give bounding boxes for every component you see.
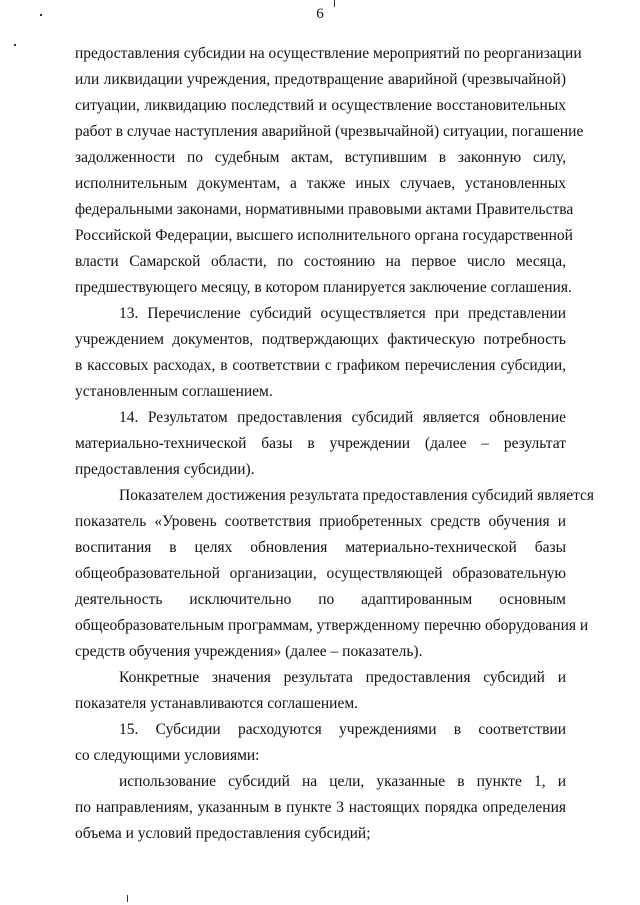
scan-speck — [127, 895, 128, 902]
text-line: 14. Результатом предоставления субсидий является обновление — [119, 409, 566, 426]
text-line: Показателем достижения результата предоставления субсидий является — [119, 487, 595, 504]
text-line: работ в случае наступления аварийной (чрезвычайной) ситуации, погашение — [75, 123, 584, 140]
text-line: в кассовых расходах, в соответствии с графиком перечисления субсидии, — [75, 357, 566, 374]
text-line: учреждением документов, подтверждающих фактическую потребность — [75, 331, 566, 348]
text-line: власти Самарской области, по состоянию на первое число месяца, — [75, 253, 566, 270]
text-line: использование субсидий на цели, указанные в пункте 1, и — [119, 773, 566, 790]
text-line: установленным соглашением. — [75, 383, 273, 400]
text-line: общеобразовательным программам, утвержденному перечню оборудования и — [75, 617, 589, 634]
body-text — [75, 41, 595, 847]
text-line: показателя устанавливаются соглашением. — [75, 695, 359, 712]
text-line: объема и условий предоставления субсидий; — [75, 825, 371, 842]
text-line: по направлениям, указанным в пункте 3 настоящих порядка определения — [75, 799, 566, 816]
text-line: ситуации, ликвидацию последствий и осуществление восстановительных — [75, 97, 566, 114]
text-line: исполнительным документам, а также иных случаев, установленных — [75, 175, 566, 192]
text-line: 15. Субсидии расходуются учреждениями в соответствии — [119, 721, 566, 738]
text-line: воспитания в целях обновления материально-технической базы — [75, 539, 566, 556]
text-line: общеобразовательной организации, осуществляющей образовательную — [75, 565, 566, 582]
text-line: предоставления субсидии). — [75, 461, 255, 478]
text-line: Конкретные значения результата предоставления субсидий и — [119, 669, 566, 686]
text-line: средств обучения учреждения» (далее – показатель). — [75, 643, 423, 660]
text-line: задолженности по судебным актам, вступившим в законную силу, — [75, 149, 566, 166]
text-line: деятельность исключительно по адаптированным основным — [75, 591, 566, 608]
text-line: 13. Перечисление субсидий осуществляется при представлении — [119, 305, 566, 322]
text-line: со следующими условиями: — [75, 747, 260, 764]
text-line: предшествующего месяцу, в котором планируется заключение соглашения. — [75, 279, 572, 296]
scan-speck — [14, 44, 16, 46]
text-line: материально-технической базы в учреждении (далее – результат — [75, 435, 566, 452]
text-line: федеральными законами, нормативными правовыми актами Правительства — [75, 201, 574, 218]
text-line: показатель «Уровень соответствия приобретенных средств обучения и — [75, 513, 566, 530]
page-number: 6 — [316, 6, 324, 22]
text-line: или ликвидации учреждения, предотвращение аварийной (чрезвычайной) — [75, 71, 566, 88]
text-line: предоставления субсидии на осуществление мероприятий по реорганизации — [75, 45, 582, 62]
text-line: Российской Федерации, высшего исполнительного органа государственной — [75, 227, 573, 244]
